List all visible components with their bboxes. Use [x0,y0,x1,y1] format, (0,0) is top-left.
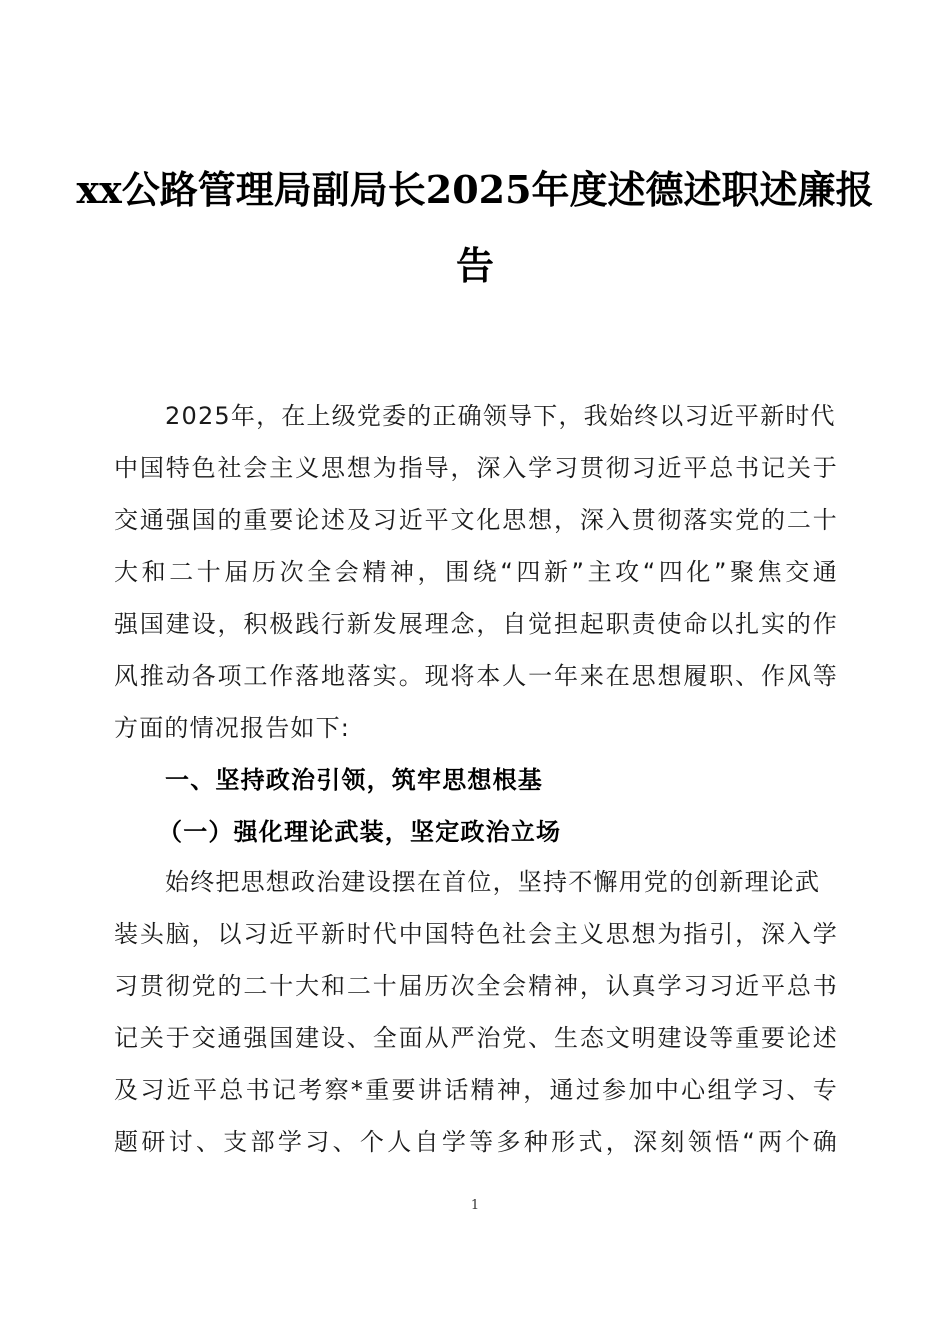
intro-paragraph-line: 大和二十届历次全会精神，围绕“四新”主攻“四化”聚焦交通 [114,558,838,586]
document-title-line-1: xx公路管理局副局长2025年度述德述职述廉报 [76,167,874,212]
intro-paragraph-line: 强国建设，积极践行新发展理念，自觉担起职责使命以扎实的作 [114,610,838,638]
section-paragraph-line: 题研讨、支部学习、个人自学等多种形式，深刻领悟“两个确 [114,1128,838,1156]
section-paragraph-line: 习贯彻党的二十大和二十届历次全会精神，认真学习习近平总书 [114,972,838,1000]
section-paragraph-line: 记关于交通强国建设、全面从严治党、生态文明建设等重要论述 [114,1024,838,1052]
section-heading-1: 一、坚持政治引领，筑牢思想根基 [165,766,543,794]
section-paragraph-line: 及习近平总书记考察*重要讲话精神，通过参加中心组学习、专 [114,1076,838,1104]
section-paragraph-line: 装头脑，以习近平新时代中国特色社会主义思想为指引，深入学 [114,920,838,948]
intro-paragraph-line: 中国特色社会主义思想为指导，深入学习贯彻习近平总书记关于 [114,454,838,482]
document-title-line-2: 告 [455,243,494,288]
section-heading-2: （一）强化理论武装，坚定政治立场 [158,818,562,846]
page-number: 1 [470,1198,480,1213]
intro-paragraph-line: 2025年，在上级党委的正确领导下，我始终以习近平新时代 [165,402,836,430]
intro-paragraph-line: 风推动各项工作落地落实。现将本人一年来在思想履职、作风等 [114,662,838,690]
intro-paragraph-line: 方面的情况报告如下: [114,714,351,742]
intro-paragraph-line: 交通强国的重要论述及习近平文化思想，深入贯彻落实党的二十 [114,506,838,534]
section-paragraph-line: 始终把思想政治建设摆在首位，坚持不懈用党的创新理论武 [165,868,821,896]
